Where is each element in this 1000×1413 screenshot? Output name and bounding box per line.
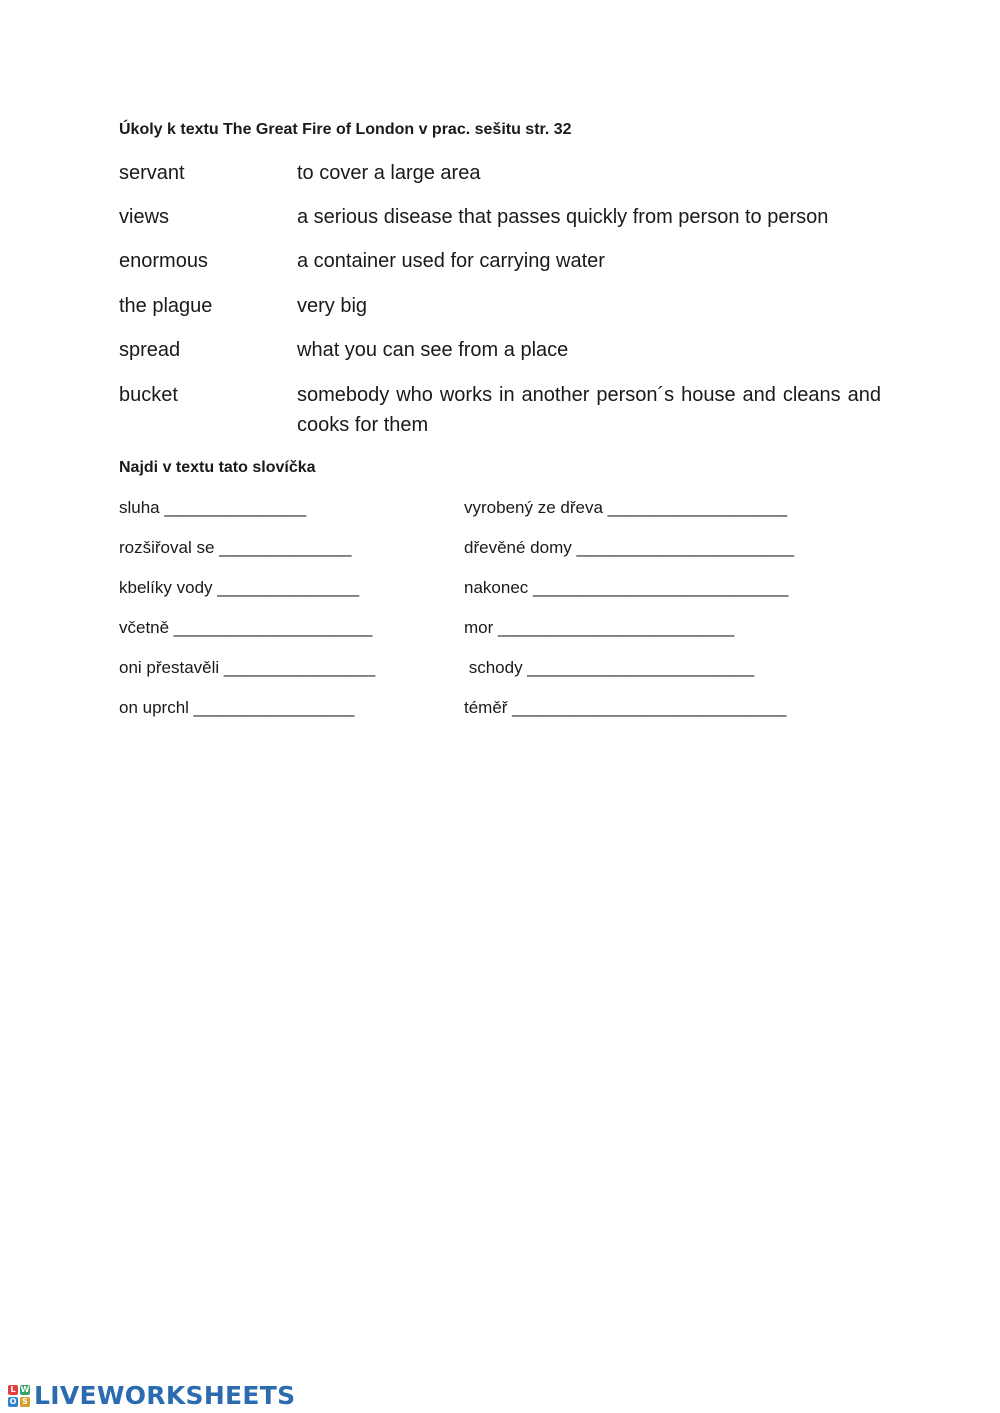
logo-letter: W xyxy=(20,1385,30,1394)
term-spread: spread xyxy=(119,339,181,361)
vocab-item: vyrobený ze dřeva ___________________ xyxy=(464,498,788,517)
vocab-item: nakonec ___________________________ xyxy=(464,578,789,597)
vocab-item: rozšiřoval se ______________ xyxy=(119,538,352,557)
vocab-item: mor _________________________ xyxy=(464,618,735,637)
definition-3: a container used for carrying water xyxy=(297,250,605,272)
logo-letter: O xyxy=(9,1397,17,1406)
term-servant: servant xyxy=(119,162,185,184)
vocab-item: téměř _____________________________ xyxy=(464,698,787,717)
section-title-vocabulary: Najdi v textu tato slovíčka xyxy=(119,459,316,476)
term-enormous: enormous xyxy=(119,250,208,272)
liveworksheets-logo[interactable] xyxy=(8,1381,295,1410)
vocab-item: schody ________________________ xyxy=(464,658,755,677)
vocab-item: oni přestavěli ________________ xyxy=(119,658,376,677)
term-the-plague: the plague xyxy=(119,295,213,317)
vocab-item: sluha _______________ xyxy=(119,498,307,517)
term-views: views xyxy=(119,206,170,228)
vocab-item: dřevěné domy _______________________ xyxy=(464,538,794,557)
logo-letter: S xyxy=(20,1397,30,1407)
worksheet-title: Úkoly k textu The Great Fire of London v prac. sešitu str. 32 xyxy=(119,121,572,138)
vocab-item: on uprchl _________________ xyxy=(119,698,355,717)
vocab-item: včetně _____________________ xyxy=(119,618,373,637)
term-bucket: bucket xyxy=(119,384,178,406)
brand-name: LIVEWORKSHEETS xyxy=(34,1381,296,1410)
definition-4: very big xyxy=(297,295,368,317)
definition-6: somebody who works in another person´s house and cleans and cooks for them xyxy=(297,384,881,436)
definition-2: a serious disease that passes quickly from person to person xyxy=(297,206,829,228)
logo-letter: L xyxy=(8,1385,18,1395)
logo-mark-icon xyxy=(8,1385,30,1407)
vocab-item: kbelíky vody _______________ xyxy=(119,578,360,597)
definition-1: to cover a large area xyxy=(297,162,481,184)
definition-5: what you can see from a place xyxy=(297,339,569,361)
